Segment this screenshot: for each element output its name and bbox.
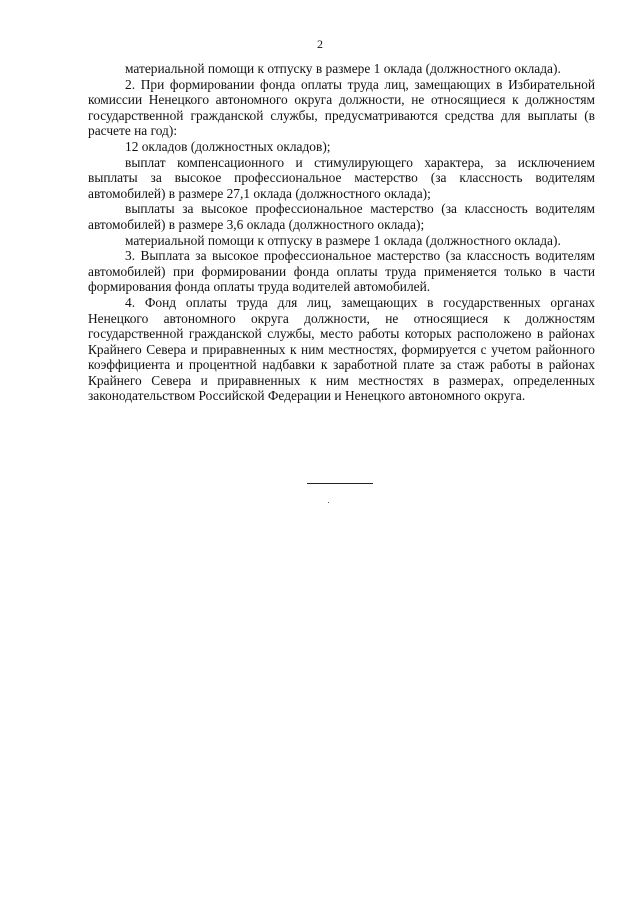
paragraph-compensation-payments: выплат компенсационного и стимулирующего характера, за исключением выплаты за высокое профессиональное мастерство (за классность водителям автомобилей) в размере 27,1 оклада (должностного оклада);: [88, 154, 595, 201]
end-separator-line: [307, 483, 373, 484]
scan-artifact-dot: [328, 502, 329, 503]
document-body: [88, 61, 595, 404]
paragraph-item-3: 3. Выплата за высокое профессиональное мастерство (за классность водителям автомобилей) при формировании фонда оплаты труда применяется только в части формирования фонда оплаты труда водителей автомобилей.: [88, 248, 595, 295]
page-number: 2: [317, 37, 323, 51]
paragraph-12-salaries: 12 окладов (должностных окладов);: [125, 138, 331, 154]
paragraph-item-4: 4. Фонд оплаты труда для лиц, замещающих в государственных органах Ненецкого автономного округа должности, не относящиеся к должностям государственной гражданской службы, место работы которых расположено в районах Крайнего Севера и приравненных к ним местностях, формируется с учетом районного коэффициента и процентной надбавки к заработной плате за стаж работы в районах Крайнего Севера и приравненных к ним местностях в размерах, определенных законодательством Российской Федерации и Ненецкого автономного округа.: [88, 294, 595, 404]
paragraph-professional-mastery-payments: выплаты за высокое профессиональное мастерство (за классность водителям автомобилей) в размере 3,6 оклада (должностного оклада);: [88, 201, 595, 232]
paragraph-material-aid: материальной помощи к отпуску в размере 1 оклада (должностного оклада).: [125, 232, 561, 248]
paragraph-material-aid-continuation: материальной помощи к отпуску в размере 1 оклада (должностного оклада).: [125, 61, 561, 76]
paragraph-item-2: 2. При формировании фонда оплаты труда лиц, замещающих в Избирательной комиссии Ненецкого автономного округа должности, не относящиеся к должностям государственной гражданской службы, предусматриваются средства для выплаты (в расчете на год):: [88, 76, 595, 139]
